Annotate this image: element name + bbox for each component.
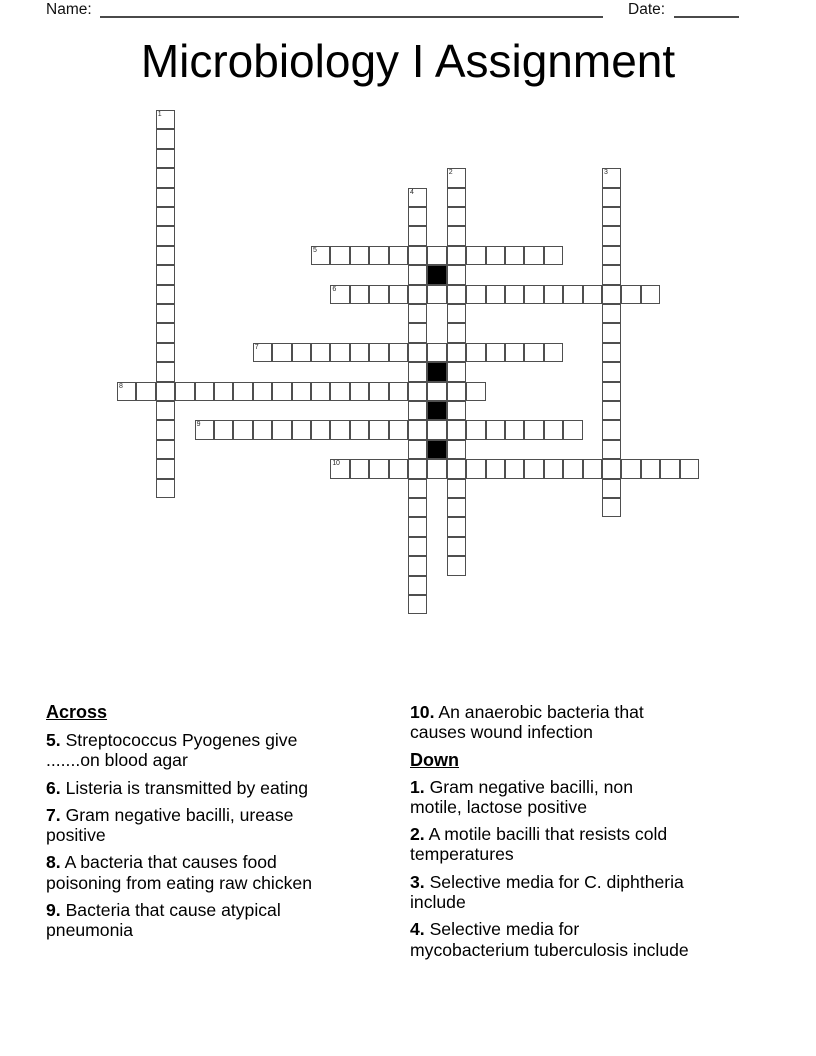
grid-cell[interactable] <box>369 343 388 362</box>
cell-number: 10 <box>332 460 340 468</box>
grid-cell[interactable] <box>389 420 408 439</box>
grid-cell[interactable] <box>156 285 175 304</box>
grid-cell[interactable] <box>214 382 233 401</box>
grid-cell[interactable] <box>330 246 349 265</box>
grid-cell[interactable] <box>350 285 369 304</box>
grid-cell[interactable] <box>427 382 446 401</box>
grid-cell[interactable] <box>602 498 621 517</box>
clue-down-3 <box>410 872 782 913</box>
grid-cell[interactable] <box>389 246 408 265</box>
across-heading: Across <box>46 702 108 722</box>
clue-line: .......on blood agar <box>46 750 188 771</box>
clue-line: motile, lactose positive <box>410 796 587 817</box>
grid-cell[interactable] <box>156 110 175 129</box>
grid-black-cell <box>427 362 446 381</box>
grid-cell[interactable] <box>447 343 466 362</box>
grid-cell[interactable] <box>447 537 466 556</box>
grid-cell[interactable] <box>156 149 175 168</box>
clue-across-8 <box>46 852 410 893</box>
grid-cell[interactable] <box>408 226 427 245</box>
grid-cell[interactable] <box>408 207 427 226</box>
grid-cell[interactable] <box>408 323 427 342</box>
clue-line: 4. Selective media for <box>410 919 580 940</box>
grid-cell[interactable] <box>272 382 291 401</box>
grid-cell[interactable] <box>447 556 466 575</box>
grid-cell[interactable] <box>156 129 175 148</box>
grid-cell[interactable] <box>602 459 621 478</box>
clue-number: 3. <box>410 871 425 892</box>
grid-cell[interactable] <box>408 304 427 323</box>
grid-cell[interactable] <box>408 246 427 265</box>
cell-number: 7 <box>254 343 259 351</box>
clue-line: temperatures <box>410 844 514 865</box>
grid-cell[interactable] <box>369 382 388 401</box>
clue-number: 5. <box>46 730 61 750</box>
grid-cell[interactable] <box>466 420 485 439</box>
grid-cell[interactable] <box>408 537 427 556</box>
grid-cell[interactable] <box>408 420 427 439</box>
grid-cell[interactable] <box>447 382 466 401</box>
clue-line: 10. An anaerobic bacteria that <box>410 702 644 722</box>
grid-cell[interactable] <box>330 382 349 401</box>
grid-cell[interactable] <box>350 382 369 401</box>
grid-cell[interactable] <box>156 401 175 420</box>
grid-cell[interactable] <box>156 362 175 381</box>
grid-black-cell <box>427 401 446 420</box>
grid-cell[interactable] <box>524 459 543 478</box>
clue-line: causes wound infection <box>410 722 593 743</box>
grid-cell[interactable] <box>408 556 427 575</box>
grid-cell[interactable] <box>544 285 563 304</box>
grid-cell[interactable] <box>117 382 136 401</box>
grid-cell[interactable] <box>447 401 466 420</box>
grid-cell[interactable] <box>505 246 524 265</box>
grid-cell[interactable] <box>427 420 446 439</box>
clue-line: 7. Gram negative bacilli, urease <box>46 804 294 825</box>
grid-cell[interactable] <box>233 382 252 401</box>
clue-line: 9. Bacteria that cause atypical <box>46 900 281 921</box>
grid-cell[interactable] <box>311 246 330 265</box>
name-date-row <box>0 0 816 20</box>
grid-cell[interactable] <box>466 382 485 401</box>
grid-cell[interactable] <box>602 207 621 226</box>
grid-cell[interactable] <box>602 440 621 459</box>
grid-cell[interactable] <box>563 285 582 304</box>
grid-cell[interactable] <box>602 362 621 381</box>
clue-across-9 <box>46 900 410 941</box>
clue-line: poisoning from eating raw chicken <box>46 872 313 893</box>
clue-number: 1. <box>410 776 425 797</box>
grid-cell[interactable] <box>447 323 466 342</box>
grid-black-cell <box>427 265 446 284</box>
grid-cell[interactable] <box>408 362 427 381</box>
across-clues-overflow <box>410 702 782 743</box>
grid-cell[interactable] <box>408 440 427 459</box>
grid-cell[interactable] <box>466 285 485 304</box>
grid-cell[interactable] <box>680 459 699 478</box>
clue-line: pneumonia <box>46 920 134 941</box>
clue-number: 2. <box>410 824 425 845</box>
grid-cell[interactable] <box>583 285 602 304</box>
clue-down-1 <box>410 777 782 818</box>
clue-number: 9. <box>46 900 61 921</box>
grid-cell[interactable] <box>505 285 524 304</box>
grid-cell[interactable] <box>447 440 466 459</box>
grid-cell[interactable] <box>408 576 427 595</box>
grid-cell[interactable] <box>408 188 427 207</box>
grid-cell[interactable] <box>447 362 466 381</box>
grid-cell[interactable] <box>427 459 446 478</box>
grid-cell[interactable] <box>292 382 311 401</box>
grid-cell[interactable] <box>602 304 621 323</box>
clue-number: 4. <box>410 919 425 940</box>
down-clues-list <box>410 777 782 960</box>
grid-cell[interactable] <box>369 420 388 439</box>
grid-cell[interactable] <box>602 343 621 362</box>
grid-cell[interactable] <box>544 343 563 362</box>
grid-cell[interactable] <box>505 343 524 362</box>
clue-line: 3. Selective media for C. diphtheria <box>410 871 684 892</box>
grid-cell[interactable] <box>621 459 640 478</box>
grid-cell[interactable] <box>583 459 602 478</box>
grid-cell[interactable] <box>195 382 214 401</box>
clue-across-5 <box>46 730 410 771</box>
date-label: Date: <box>628 1 666 18</box>
grid-cell[interactable] <box>272 343 291 362</box>
grid-cell[interactable] <box>350 459 369 478</box>
page-title: Microbiology I Assignment <box>140 35 676 87</box>
grid-cell[interactable] <box>233 420 252 439</box>
grid-cell[interactable] <box>602 382 621 401</box>
clue-line: 5. Streptococcus Pyogenes give <box>46 730 298 750</box>
grid-cell[interactable] <box>602 226 621 245</box>
grid-cell[interactable] <box>641 285 660 304</box>
grid-cell[interactable] <box>156 304 175 323</box>
grid-cell[interactable] <box>408 382 427 401</box>
grid-cell[interactable] <box>447 226 466 245</box>
clue-down-4 <box>410 919 782 960</box>
grid-cell[interactable] <box>486 246 505 265</box>
grid-cell[interactable] <box>330 343 349 362</box>
clue-line: 2. A motile bacilli that resists cold <box>410 824 668 845</box>
grid-cell[interactable] <box>156 382 175 401</box>
grid-cell[interactable] <box>544 246 563 265</box>
grid-cell[interactable] <box>156 420 175 439</box>
grid-cell[interactable] <box>602 265 621 284</box>
grid-cell[interactable] <box>253 343 272 362</box>
grid-cell[interactable] <box>156 207 175 226</box>
grid-cell[interactable] <box>505 459 524 478</box>
grid-cell[interactable] <box>447 459 466 478</box>
clue-line: 6. Listeria is transmitted by eating <box>46 777 309 798</box>
grid-cell[interactable] <box>602 420 621 439</box>
grid-cell[interactable] <box>602 323 621 342</box>
grid-cell[interactable] <box>408 343 427 362</box>
grid-cell[interactable] <box>427 285 446 304</box>
grid-cell[interactable] <box>389 459 408 478</box>
grid-cell[interactable] <box>156 246 175 265</box>
cell-number: 5 <box>313 246 317 254</box>
grid-cell[interactable] <box>524 343 543 362</box>
grid-cell[interactable] <box>408 459 427 478</box>
grid-cell[interactable] <box>408 265 427 284</box>
down-heading: Down <box>410 749 459 770</box>
grid-cell[interactable] <box>524 420 543 439</box>
grid-cell[interactable] <box>408 517 427 536</box>
grid-cell[interactable] <box>544 459 563 478</box>
clue-number: 10. <box>410 702 435 722</box>
grid-cell[interactable] <box>389 382 408 401</box>
grid-cell[interactable] <box>350 420 369 439</box>
grid-cell[interactable] <box>156 343 175 362</box>
grid-cell[interactable] <box>447 498 466 517</box>
grid-cell[interactable] <box>156 168 175 187</box>
clues-right-column <box>410 702 782 967</box>
grid-cell[interactable] <box>330 420 349 439</box>
cell-number: 4 <box>410 188 414 196</box>
name-blank-line[interactable] <box>100 0 603 18</box>
clue-line: 8. A bacteria that causes food <box>46 852 277 873</box>
grid-cell[interactable] <box>447 479 466 498</box>
grid-cell[interactable] <box>389 343 408 362</box>
clue-line: 1. Gram negative bacilli, non <box>410 776 633 797</box>
grid-cell[interactable] <box>660 459 679 478</box>
grid-cell[interactable] <box>447 285 466 304</box>
grid-cell[interactable] <box>641 459 660 478</box>
grid-cell[interactable] <box>369 459 388 478</box>
cell-number: 3 <box>604 169 608 177</box>
grid-cell[interactable] <box>447 265 466 284</box>
clue-across-10 <box>410 702 782 743</box>
grid-cell[interactable] <box>524 246 543 265</box>
date-blank-line[interactable] <box>674 0 739 18</box>
grid-cell[interactable] <box>544 420 563 439</box>
grid-cell[interactable] <box>427 246 446 265</box>
grid-cell[interactable] <box>486 285 505 304</box>
grid-cell[interactable] <box>175 382 194 401</box>
clue-across-7 <box>46 805 410 846</box>
grid-cell[interactable] <box>330 459 349 478</box>
crossword-grid <box>117 110 700 615</box>
clue-line: include <box>410 892 466 913</box>
grid-cell[interactable] <box>602 168 621 187</box>
grid-cell[interactable] <box>253 420 272 439</box>
cell-number: 9 <box>196 421 201 429</box>
grid-cell[interactable] <box>602 285 621 304</box>
grid-cell[interactable] <box>156 188 175 207</box>
grid-cell[interactable] <box>408 285 427 304</box>
grid-cell[interactable] <box>408 479 427 498</box>
grid-cell[interactable] <box>156 265 175 284</box>
grid-cell[interactable] <box>311 420 330 439</box>
grid-cell[interactable] <box>447 168 466 187</box>
grid-cell[interactable] <box>486 420 505 439</box>
cell-number: 8 <box>119 382 123 390</box>
grid-cell[interactable] <box>447 420 466 439</box>
grid-cell[interactable] <box>602 401 621 420</box>
grid-cell[interactable] <box>486 343 505 362</box>
grid-cell[interactable] <box>156 440 175 459</box>
grid-cell[interactable] <box>408 498 427 517</box>
grid-cell[interactable] <box>408 401 427 420</box>
grid-cell[interactable] <box>505 420 524 439</box>
clue-line: mycobacterium tuberculosis include <box>410 939 689 960</box>
grid-cell[interactable] <box>292 420 311 439</box>
grid-cell[interactable] <box>602 246 621 265</box>
grid-cell[interactable] <box>272 420 291 439</box>
grid-cell[interactable] <box>330 285 349 304</box>
grid-cell[interactable] <box>214 420 233 439</box>
cell-number: 2 <box>448 169 453 177</box>
grid-cell[interactable] <box>524 285 543 304</box>
grid-cell[interactable] <box>466 246 485 265</box>
grid-cell[interactable] <box>602 479 621 498</box>
grid-cell[interactable] <box>136 382 155 401</box>
name-label: Name: <box>46 1 92 18</box>
clue-number: 8. <box>46 852 61 873</box>
clue-number: 6. <box>46 777 61 798</box>
grid-cell[interactable] <box>447 246 466 265</box>
grid-cell[interactable] <box>292 343 311 362</box>
grid-cell[interactable] <box>369 246 388 265</box>
grid-cell[interactable] <box>156 323 175 342</box>
grid-cell[interactable] <box>447 188 466 207</box>
grid-cell[interactable] <box>350 343 369 362</box>
cell-number: 1 <box>157 111 162 118</box>
grid-black-cell <box>427 440 446 459</box>
grid-cell[interactable] <box>156 479 175 498</box>
across-clues-list <box>46 730 410 941</box>
grid-cell[interactable] <box>447 207 466 226</box>
grid-cell[interactable] <box>311 382 330 401</box>
grid-cell[interactable] <box>350 246 369 265</box>
grid-cell[interactable] <box>563 420 582 439</box>
clue-line: positive <box>46 825 106 846</box>
grid-cell[interactable] <box>156 226 175 245</box>
grid-cell[interactable] <box>466 459 485 478</box>
grid-cell[interactable] <box>466 343 485 362</box>
grid-cell[interactable] <box>447 304 466 323</box>
grid-cell[interactable] <box>369 285 388 304</box>
grid-cell[interactable] <box>408 595 427 614</box>
grid-cell[interactable] <box>563 459 582 478</box>
cell-number: 6 <box>332 285 336 293</box>
grid-cell[interactable] <box>621 285 640 304</box>
clue-across-6 <box>46 778 410 798</box>
clue-number: 7. <box>46 804 61 825</box>
clue-down-2 <box>410 824 782 865</box>
grid-cell[interactable] <box>447 517 466 536</box>
grid-cell[interactable] <box>427 343 446 362</box>
grid-cell[interactable] <box>195 420 214 439</box>
grid-cell[interactable] <box>156 459 175 478</box>
grid-cell[interactable] <box>602 188 621 207</box>
grid-cell[interactable] <box>311 343 330 362</box>
grid-cell[interactable] <box>253 382 272 401</box>
grid-cell[interactable] <box>486 459 505 478</box>
clues-left-column <box>46 702 410 948</box>
grid-cell[interactable] <box>389 285 408 304</box>
